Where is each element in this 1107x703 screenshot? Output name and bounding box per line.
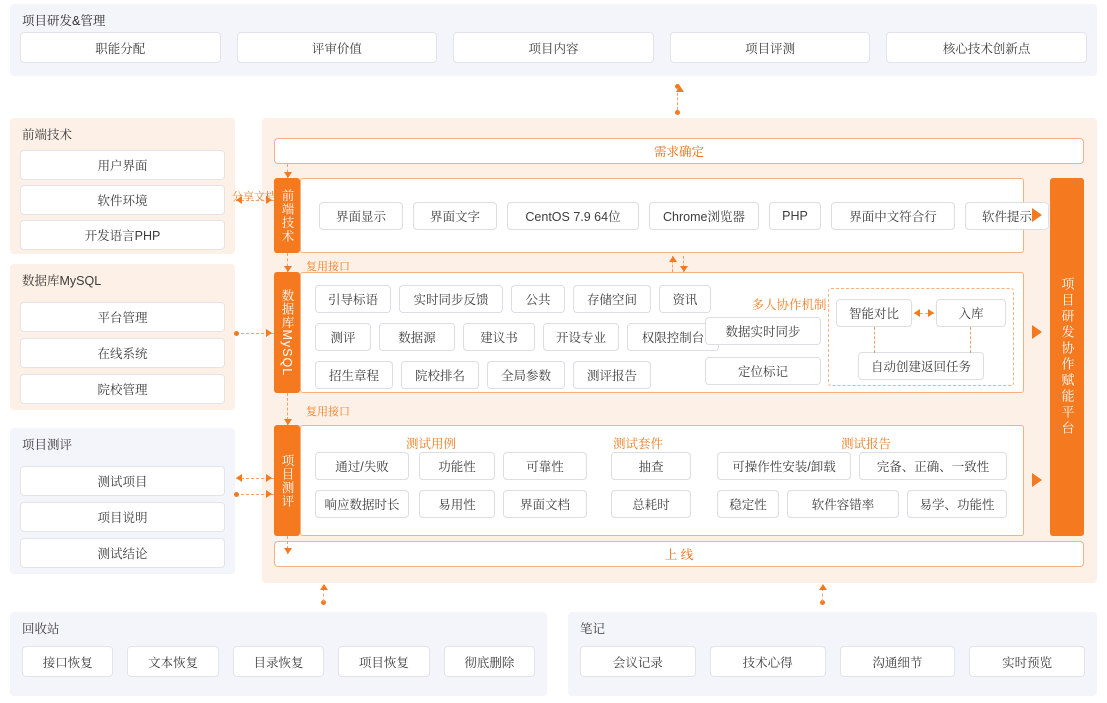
recycle-item-3[interactable]: 项目恢复 [338,646,429,677]
database-item-r1-3[interactable]: 存储空间 [573,285,651,313]
collab-item-0[interactable]: 数据实时同步 [705,317,821,345]
eval-col3-item-2[interactable]: 稳定性 [717,490,779,518]
left-database-item-1[interactable]: 在线系统 [20,338,225,368]
connector-arrow-left [236,474,242,482]
eval-col2-item-1[interactable]: 总耗时 [611,490,691,518]
recycle-item-0[interactable]: 接口恢复 [22,646,113,677]
recycle-item-1[interactable]: 文本恢复 [127,646,218,677]
database-item-r3-2[interactable]: 全局参数 [487,361,565,389]
connector-arrow-up [676,86,684,92]
database-item-r3-1[interactable]: 院校排名 [401,361,479,389]
eval-col1-item-1[interactable]: 功能性 [419,452,495,480]
connector-dot [234,492,239,497]
left-panel-evaluation [10,428,235,574]
frontend-item-1[interactable]: 界面文字 [413,202,497,230]
left-frontend-item-1[interactable]: 软件环境 [20,185,225,215]
database-item-r1-2[interactable]: 公共 [511,285,565,313]
top-tab-3[interactable]: 项目评测 [670,32,871,63]
eval-col1-item-0[interactable]: 通过/失败 [315,452,409,480]
dashed-item-1[interactable]: 入库 [936,299,1006,327]
database-item-r2-0[interactable]: 测评 [315,323,371,351]
frontend-item-2[interactable]: CentOS 7.9 64位 [507,202,639,230]
frontend-item-4[interactable]: PHP [769,202,821,230]
collab-title: 多人协作机制 [751,298,827,312]
notes-title: 笔记 [580,622,606,636]
online-bar: 上 线 [274,541,1084,567]
database-item-r1-0[interactable]: 引导标语 [315,285,391,313]
connector-arrow-up [669,256,677,262]
eval-col1-item-3[interactable]: 响应数据时长 [315,490,409,518]
database-item-r2-3[interactable]: 开设专业 [543,323,619,351]
database-item-r1-4[interactable]: 资讯 [659,285,711,313]
platform-arrow-frontend [1032,208,1042,222]
recycle-panel [10,612,547,696]
eval-col3-item-4[interactable]: 易学、功能性 [907,490,1007,518]
left-panel-database [10,264,235,410]
recycle-title: 回收站 [22,622,60,636]
left-frontend-item-2[interactable]: 开发语言PHP [20,220,225,250]
left-evaluation-item-2[interactable]: 测试结论 [20,538,225,568]
vtab-database[interactable]: 数据库MySQL [274,272,300,393]
connector-line [874,327,875,353]
left-frontend-item-0[interactable]: 用户界面 [20,150,225,180]
top-panel [10,4,1097,76]
connector-line [822,588,823,602]
database-item-r2-4[interactable]: 权限控制台 [627,323,719,351]
top-tab-row [10,32,1097,63]
recycle-item-4[interactable]: 彻底删除 [444,646,535,677]
eval-col3-item-0[interactable]: 可操作性安装/卸载 [717,452,851,480]
frontend-item-6[interactable]: 软件提示 [965,202,1049,230]
reuse-label-1: 复用接口 [306,261,350,273]
connector-arrow-left [236,196,242,204]
connector-arrow-down [284,548,292,554]
notes-item-2[interactable]: 沟通细节 [840,646,956,677]
left-frontend-title: 前端技术 [22,128,73,142]
database-item-r3-3[interactable]: 测评报告 [573,361,651,389]
dashed-item-0[interactable]: 智能对比 [836,299,912,327]
top-panel-title: 项目研发&管理 [22,14,106,28]
eval-col2-title: 测试套件 [612,437,663,451]
connector-arrow-down [284,419,292,425]
left-evaluation-item-1[interactable]: 项目说明 [20,502,225,532]
recycle-item-2[interactable]: 目录恢复 [233,646,324,677]
connector-arrow-up [819,584,827,590]
notes-item-3[interactable]: 实时预览 [969,646,1085,677]
top-tab-4[interactable]: 核心技术创新点 [886,32,1087,63]
collab-item-1[interactable]: 定位标记 [705,357,821,385]
connector-arrow-down [284,172,292,178]
group-evaluation [300,425,1024,536]
eval-col3-item-3[interactable]: 软件容错率 [787,490,899,518]
connector-arrow-left [914,309,920,317]
notes-item-0[interactable]: 会议记录 [580,646,696,677]
platform-bar: 项目研发协作赋能平台 [1050,178,1084,536]
connector-arrow-down [284,266,292,272]
connector-line [323,588,324,602]
left-database-item-2[interactable]: 院校管理 [20,374,225,404]
platform-arrow-database [1032,325,1042,339]
connector-line [970,327,971,353]
frontend-item-0[interactable]: 界面显示 [319,202,403,230]
connector-dot [675,110,680,115]
platform-arrow-evaluation [1032,473,1042,487]
connector-arrow-right [928,309,934,317]
left-panel-frontend [10,118,235,254]
connector-arrow-right [266,329,272,337]
eval-col1-item-2[interactable]: 可靠性 [503,452,587,480]
left-database-item-0[interactable]: 平台管理 [20,302,225,332]
connector-arrow-down [680,266,688,272]
top-tab-1[interactable]: 评审价值 [237,32,438,63]
notes-item-1[interactable]: 技术心得 [710,646,826,677]
eval-col1-item-5[interactable]: 界面文档 [503,490,587,518]
frontend-item-3[interactable]: Chrome浏览器 [649,202,759,230]
vtab-frontend[interactable]: 前端技术 [274,178,300,253]
connector-arrow-right [266,474,272,482]
eval-col2-item-0[interactable]: 抽查 [611,452,691,480]
notes-row [568,646,1097,677]
eval-col3-item-1[interactable]: 完备、正确、一致性 [859,452,1007,480]
eval-col1-item-4[interactable]: 易用性 [419,490,495,518]
reuse-label-2: 复用接口 [306,406,350,418]
left-evaluation-item-0[interactable]: 测试项目 [20,466,225,496]
recycle-row [10,646,547,677]
vtab-evaluation[interactable]: 项目测评 [274,425,300,536]
share-doc-label: 分享文档 [232,191,276,203]
connector-arrow-right [266,196,272,204]
connector-dot [234,331,239,336]
connector-arrow-right [266,490,272,498]
frontend-item-5[interactable]: 界面中文符合行 [831,202,955,230]
dashed-item-2[interactable]: 自动创建返回任务 [858,352,984,380]
top-tab-0[interactable]: 职能分配 [20,32,221,63]
notes-panel [568,612,1097,696]
requirement-bar: 需求确定 [274,138,1084,164]
left-database-title: 数据库MySQL [22,274,102,288]
database-item-r2-2[interactable]: 建议书 [463,323,535,351]
eval-col3-title: 测试报告 [840,437,891,451]
connector-arrow-up [320,584,328,590]
database-item-r1-1[interactable]: 实时同步反馈 [399,285,503,313]
database-item-r3-0[interactable]: 招生章程 [315,361,393,389]
top-tab-2[interactable]: 项目内容 [453,32,654,63]
database-item-r2-1[interactable]: 数据源 [379,323,455,351]
eval-col1-title: 测试用例 [405,437,456,451]
left-evaluation-title: 项目测评 [22,438,73,452]
group-frontend [300,178,1032,253]
